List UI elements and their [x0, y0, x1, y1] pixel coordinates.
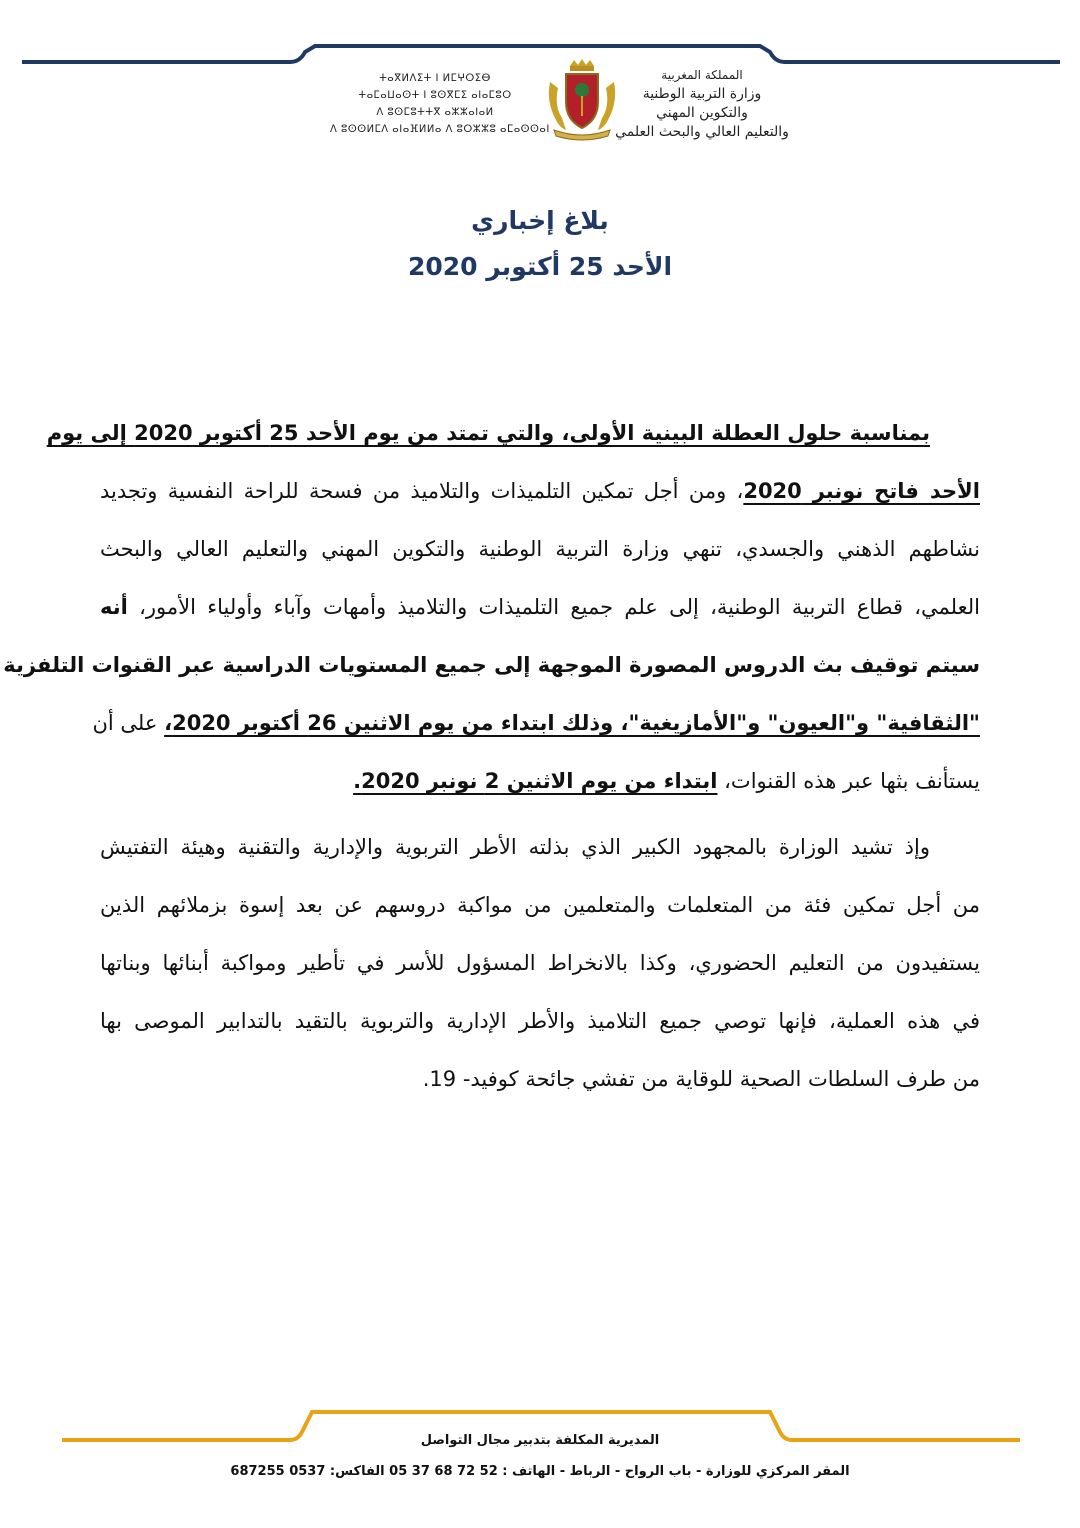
p2-line-3: يستفيدون من التعليم الحضوري، وكذا بالانخراط المسؤول للأسر في تأطير ومواكبة أبنائها وبناتها — [100, 951, 980, 975]
p1-line-4: العلمي، قطاع التربية الوطنية، إلى علم جميع التلميذات والتلاميذ وأمهات وآباء وأولياء الأمور، أنه — [100, 595, 980, 619]
tifinagh-line-3: ⴷ ⵓⵙⵎⵓⵜⵜⴳ ⴰⵣⵣⴰⵏⴰⵍ — [376, 107, 494, 118]
footer-contact: المقر المركزي للوزارة - باب الرواح - الرباط - الهاتف : 52 72 68 37 05 الفاكس: 0537 687255 — [230, 1464, 850, 1479]
p1-line-7: يستأنف بثها عبر هذه القنوات، ابتداء من يوم الاثنين 2 نونبر 2020. — [353, 769, 980, 793]
tifinagh-header — [330, 70, 550, 138]
document-title: بلاغ إخباري — [471, 206, 609, 235]
kingdom-label: المملكة المغربية — [661, 68, 743, 82]
paragraph-2 — [100, 818, 980, 1108]
document-date: الأحد 25 أكتوبر 2020 — [407, 252, 673, 281]
p2-line-5: من طرف السلطات الصحية للوقاية من تفشي جائحة كوفيد- 19. — [422, 1067, 980, 1091]
p1-line-3: نشاطهم الذهني والجسدي، تنهي وزارة التربية الوطنية والتكوين المهني والتعليم العالي والبحث — [100, 537, 980, 561]
tifinagh-line-2: ⵜⴰⵎⴰⵡⴰⵙⵜ ⵏ ⵓⵙⴳⵎⵉ ⴰⵏⴰⵎⵓⵔ — [358, 90, 512, 101]
p1-line-5: سيتم توقيف بث الدروس المصورة الموجهة إلى جميع المستويات الدراسية عبر القنوات التلفزية — [3, 653, 980, 677]
p2-line-4: في هذه العملية، فإنها توصي جميع التلاميذ والأطر الإدارية والتربوية بالتقيد بالتدابير الموصى بها — [100, 1009, 980, 1033]
ministry-header — [592, 66, 812, 142]
tifinagh-line-1: ⵜⴰⴳⵍⴷⵉⵜ ⵏ ⵍⵎⵖⵔⵉⴱ — [379, 73, 491, 84]
tifinagh-line-4: ⴷ ⵓⵙⵙⵍⵎⴷ ⴰⵏⴰⴼⵍⵍⴰ ⴷ ⵓⵔⵣⵣⵓ ⴰⵎⴰⵙⵙⴰⵏ — [330, 124, 550, 135]
paragraph-1 — [3, 404, 981, 810]
p1-line-1: بمناسبة حلول العطلة البينية الأولى، والتي تمتد من يوم الأحد 25 أكتوبر 2020 إلى يوم — [46, 421, 930, 445]
ministry-line-3: والتعليم العالي والبحث العلمي — [615, 124, 789, 140]
ministry-line-2: والتكوين المهني — [656, 105, 748, 121]
p1-line-2: الأحد فاتح نونبر 2020، ومن أجل تمكين التلميذات والتلاميذ من فسحة للراحة النفسية وتجديد — [100, 479, 981, 503]
p1-line-6: "الثقافية" و"العيون" و"الأمازيغية"، وذلك ابتداء من يوم الاثنين 26 أكتوبر 2020، على أن — [92, 711, 980, 735]
footer-directorate: المديرية المكلفة بتدبير مجال التواصل — [420, 1433, 660, 1448]
p2-line-2: من أجل تمكين فئة من المتعلمات والمتعلمين من مواكبة دروسهم عن بعد إسوة بزملائهم الذين — [100, 893, 980, 917]
p2-line-1: وإذ تشيد الوزارة بالمجهود الكبير الذي بذلته الأطر التربوية والإدارية والتقنية وهيئة التفتيش — [100, 835, 930, 859]
ministry-line-1: وزارة التربية الوطنية — [642, 86, 762, 102]
